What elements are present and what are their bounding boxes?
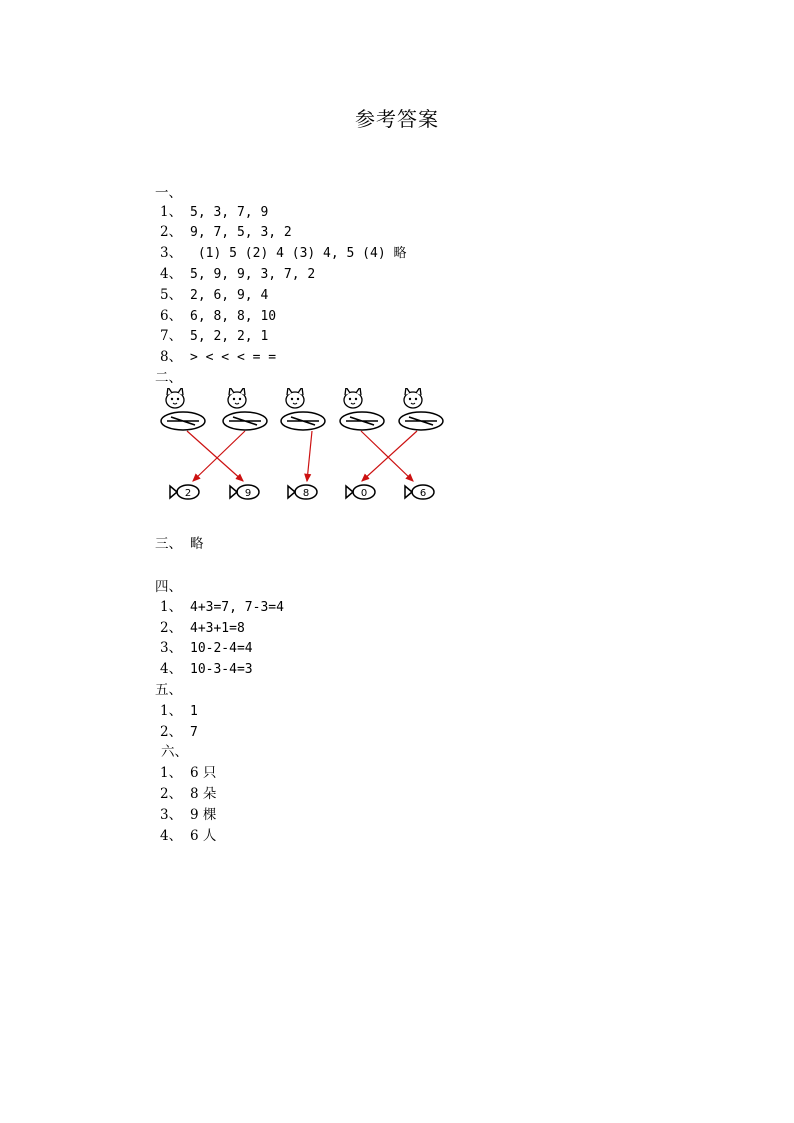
item-number: 5、: [160, 287, 183, 303]
fish-number: 8: [302, 488, 310, 499]
answer-6-1: [160, 763, 216, 783]
item-number: 3、: [160, 245, 183, 261]
item-answer: 8 朵: [190, 786, 217, 802]
fish-4: [346, 485, 375, 499]
item-answer: 5, 2, 2, 1: [190, 329, 269, 344]
item-number: 4、: [160, 661, 183, 677]
item-answer: 6, 8, 8, 10: [190, 309, 277, 324]
answer-4-3: [160, 638, 253, 659]
item-number: 6、: [160, 308, 183, 324]
item-number: 1、: [160, 765, 183, 781]
matching-figure: [155, 388, 455, 513]
section-4-heading: 四、: [155, 579, 182, 595]
item-answer: 1: [190, 704, 198, 719]
item-number: 3、: [160, 640, 183, 656]
fish-5: [405, 485, 434, 499]
item-number: 2、: [160, 224, 183, 240]
answer-1-7: [160, 326, 268, 347]
section-3: [155, 534, 204, 554]
match-arrow-1: [187, 431, 243, 481]
item-answer: 9, 7, 5, 3, 2: [190, 225, 292, 240]
item-number: 1、: [160, 703, 183, 719]
fish-number: 2: [184, 488, 192, 499]
answer-6-2: [160, 784, 216, 804]
match-arrow-2: [193, 431, 245, 481]
answer-5-2: [160, 722, 198, 743]
answer-1-6: [160, 306, 276, 327]
item-answer: 6 人: [190, 828, 217, 844]
item-answer: 6 只: [190, 765, 217, 781]
match-arrow-4: [361, 431, 413, 481]
fish-1: [170, 485, 199, 499]
cat-card-3: [281, 388, 325, 430]
cat-card-5: [399, 388, 443, 430]
section-3-heading: 三、: [155, 536, 182, 552]
answer-4-4: [160, 659, 253, 680]
section-5-heading: 五、: [155, 682, 182, 698]
fish-2: [230, 485, 259, 499]
answer-6-4: [160, 826, 216, 846]
cat-card-1: [161, 388, 205, 430]
fish-number: 0: [360, 488, 368, 499]
answer-5-1: [160, 701, 198, 722]
page-title: 参考答案: [355, 107, 439, 131]
item-answer: 10-3-4=3: [190, 662, 253, 677]
cat-card-2: [223, 388, 267, 430]
section-1-heading: 一、: [155, 185, 182, 201]
fish-number: 6: [419, 488, 427, 499]
item-answer: 7: [190, 725, 198, 740]
answer-1-8: [160, 347, 276, 368]
section-3-answer: 略: [190, 536, 204, 552]
item-number: 2、: [160, 786, 183, 802]
item-number: 1、: [160, 599, 183, 615]
fish-3: [288, 485, 317, 499]
item-number: 4、: [160, 828, 183, 844]
item-number: 7、: [160, 328, 183, 344]
answer-1-3: [160, 243, 407, 264]
item-answer: > < < < = =: [190, 350, 277, 365]
item-answer: (1) 5 (2) 4 (3) 4, 5 (4) 略: [190, 246, 407, 261]
answer-4-1: [160, 597, 284, 618]
answer-4-2: [160, 618, 245, 639]
item-answer: 4+3+1=8: [190, 621, 245, 636]
item-number: 3、: [160, 807, 183, 823]
item-answer: 2, 6, 9, 4: [190, 288, 269, 303]
answer-1-4: [160, 264, 315, 285]
item-number: 2、: [160, 620, 183, 636]
item-number: 8、: [160, 349, 183, 365]
cat-card-4: [340, 388, 384, 430]
item-number: 2、: [160, 724, 183, 740]
section-6-heading: 六、: [161, 744, 188, 760]
item-answer: 9 棵: [190, 807, 217, 823]
answer-1-2: [160, 222, 292, 243]
fish-number: 9: [244, 488, 252, 499]
match-arrow-5: [362, 431, 417, 481]
item-number: 1、: [160, 204, 183, 220]
answer-1-1: [160, 202, 268, 223]
answer-1-5: [160, 285, 268, 306]
item-answer: 5, 3, 7, 9: [190, 205, 269, 220]
item-answer: 5, 9, 9, 3, 7, 2: [190, 267, 316, 282]
item-answer: 4+3=7, 7-3=4: [190, 600, 284, 615]
match-arrow-3: [307, 431, 312, 481]
section-2-heading: 二、: [155, 370, 182, 386]
item-number: 4、: [160, 266, 183, 282]
item-answer: 10-2-4=4: [190, 641, 253, 656]
answer-6-3: [160, 805, 216, 825]
